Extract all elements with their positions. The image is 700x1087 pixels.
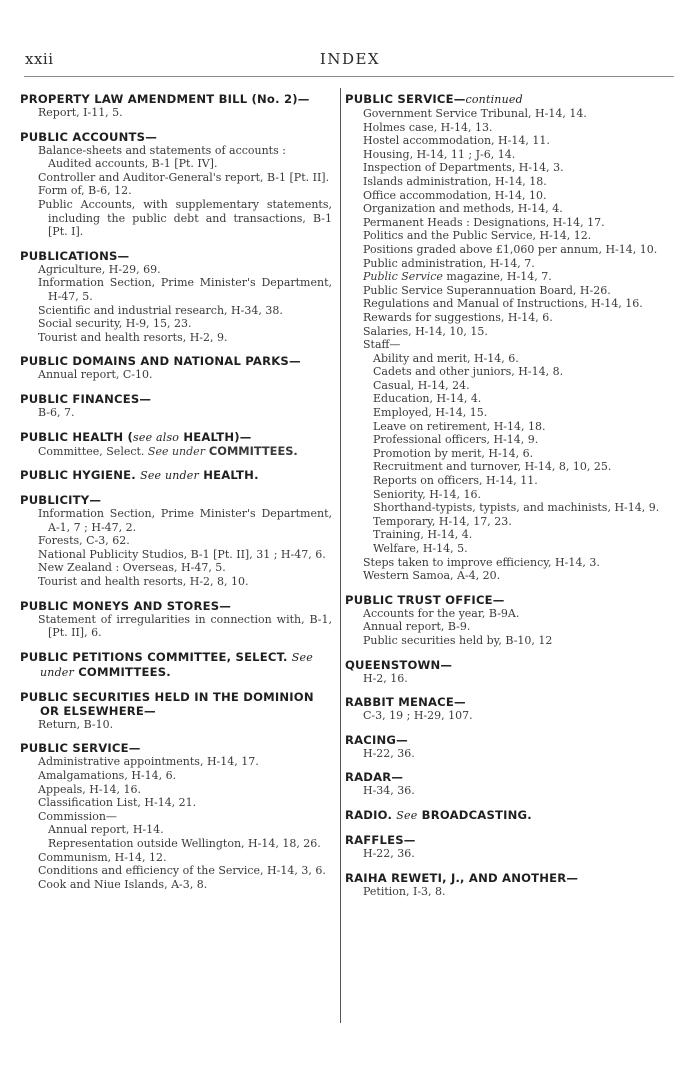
entry-text: RABBIT MENACE— xyxy=(345,695,466,710)
index-subentry xyxy=(20,263,332,277)
entry-text: Seniority, H-14, 16. xyxy=(373,487,482,501)
index-subentry xyxy=(345,672,673,686)
index-subentry xyxy=(20,106,332,120)
index-subentry xyxy=(20,184,332,198)
header-rule xyxy=(24,76,674,77)
index-subentry xyxy=(345,515,673,529)
entry-text: RAIHA REWETI, J., AND ANOTHER— xyxy=(345,870,579,885)
entry-spacer xyxy=(345,823,673,833)
index-heading xyxy=(20,430,332,445)
entry-text: RADIO. xyxy=(345,807,397,822)
index-heading xyxy=(345,770,673,784)
index-subentry xyxy=(345,379,673,393)
entry-spacer xyxy=(20,640,332,650)
entry-text: Employed, H-14, 15. xyxy=(373,406,488,420)
entry-text: Western Samoa, A-4, 20. xyxy=(363,569,501,583)
index-subentry xyxy=(345,542,673,556)
entry-text: Housing, H-14, 11 ; J-6, 14. xyxy=(363,147,516,161)
entry-text: Promotion by merit, H-14, 6. xyxy=(373,446,534,460)
index-heading xyxy=(345,593,673,607)
index-subentry xyxy=(345,885,673,899)
entry-text: Classification List, H-14, 21. xyxy=(38,796,197,810)
index-heading xyxy=(20,650,332,680)
entry-text: RADAR— xyxy=(345,770,404,785)
entry-text: Public securities held by, B-10, 12 xyxy=(363,633,553,647)
index-subentry xyxy=(20,769,332,783)
entry-text: PUBLIC SERVICE— xyxy=(20,741,141,756)
index-heading xyxy=(20,493,332,507)
index-subentry xyxy=(345,257,673,271)
index-subentry xyxy=(20,851,332,865)
index-subentry xyxy=(345,338,673,352)
index-subentry xyxy=(20,534,332,548)
index-subentry xyxy=(20,548,332,562)
entry-text: Return, B-10. xyxy=(38,717,114,731)
entry-text: Recruitment and turnover, H-14, 8, 10, 25. xyxy=(373,460,612,474)
cross-reference-target: HEALTH)— xyxy=(179,429,252,444)
index-heading xyxy=(345,833,673,847)
entry-text: Education, H-14, 4. xyxy=(373,392,482,406)
entry-spacer xyxy=(20,382,332,392)
entry-text: Public administration, H-14, 7. xyxy=(363,256,535,270)
index-subentry xyxy=(345,556,673,570)
cross-reference-label: see also xyxy=(133,430,180,444)
index-subentry xyxy=(20,276,332,303)
entry-text: Reports on officers, H-14, 11. xyxy=(373,474,538,488)
index-heading xyxy=(345,658,673,672)
index-heading xyxy=(20,741,332,755)
index-subentry xyxy=(20,144,332,158)
column-divider xyxy=(340,88,341,1023)
index-subentry xyxy=(345,474,673,488)
entry-italic-text: Public Service xyxy=(363,270,443,284)
cross-reference-target: BROADCASTING. xyxy=(417,807,532,822)
index-subentry xyxy=(345,229,673,243)
entry-text: Conditions and efficiency of the Service, H-14, 3, 6. xyxy=(38,864,326,878)
index-subentry xyxy=(20,878,332,892)
index-subentry xyxy=(345,284,673,298)
index-subentry xyxy=(345,392,673,406)
entry-text: Annual report, H-14. xyxy=(48,823,164,837)
index-subentry xyxy=(345,634,673,648)
index-subentry xyxy=(345,175,673,189)
index-subentry xyxy=(345,270,673,284)
index-heading xyxy=(20,599,332,613)
index-subentry xyxy=(345,709,673,723)
index-subentry xyxy=(345,501,673,515)
cross-reference-target: COMMITTEES. xyxy=(73,664,171,679)
index-heading xyxy=(20,354,332,368)
cross-reference-label: See under xyxy=(40,650,313,679)
entry-text: Staff— xyxy=(363,338,401,352)
entry-text: Salaries, H-14, 10, 15. xyxy=(363,324,488,338)
entry-text: National Publicity Studios, B-1 [Pt. II], 31 ; H-47, 6. xyxy=(38,547,326,561)
cross-reference-label: See under xyxy=(147,444,205,458)
index-subentry xyxy=(20,755,332,769)
entry-text: Welfare, H-14, 5. xyxy=(373,542,468,555)
entry-spacer xyxy=(345,760,673,770)
entry-text: PUBLIC MONEYS AND STORES— xyxy=(20,598,232,613)
entry-text: PUBLIC HYGIENE. xyxy=(20,468,141,483)
index-subentry xyxy=(20,810,332,824)
entry-text: PUBLIC ACCOUNTS— xyxy=(20,129,158,144)
entry-text: Information Section, Prime Minister's Department, A-1, 7 ; H-47, 2. xyxy=(38,507,332,534)
index-heading xyxy=(20,249,332,263)
index-subentry xyxy=(345,406,673,420)
cross-reference-label: See under xyxy=(140,469,199,483)
index-column-left xyxy=(20,92,332,891)
entry-text: RACING— xyxy=(345,732,408,747)
index-subentry xyxy=(20,864,332,878)
index-heading xyxy=(20,690,332,718)
entry-spacer xyxy=(20,731,332,741)
entry-text: Temporary, H-14, 17, 23. xyxy=(373,514,512,528)
entry-text: Communism, H-14, 12. xyxy=(38,850,167,864)
entry-spacer xyxy=(345,685,673,695)
index-subentry xyxy=(20,507,332,534)
entry-text: Tourist and health resorts, H-2, 9. xyxy=(38,330,228,344)
index-subentry xyxy=(20,718,332,732)
entry-spacer xyxy=(345,861,673,871)
entry-text: Report, I-11, 5. xyxy=(38,106,123,119)
entry-text: Ability and merit, H-14, 6. xyxy=(373,351,519,365)
entry-text: PUBLIC TRUST OFFICE— xyxy=(345,592,505,607)
entry-text: PUBLIC FINANCES— xyxy=(20,391,152,406)
entry-spacer xyxy=(20,589,332,599)
entry-spacer xyxy=(20,680,332,690)
entry-text: Organization and methods, H-14, 4. xyxy=(363,202,563,216)
entry-spacer xyxy=(345,798,673,808)
index-subentry xyxy=(20,613,332,640)
index-subentry xyxy=(345,365,673,379)
entry-text: Accounts for the year, B-9A. xyxy=(363,606,520,620)
entry-text: Government Service Tribunal, H-14, 14. xyxy=(363,107,587,120)
index-subentry xyxy=(345,134,673,148)
index-subentry xyxy=(345,447,673,461)
entry-text: Appeals, H-14, 16. xyxy=(38,782,142,796)
entry-text: Form of, B-6, 12. xyxy=(38,184,132,198)
entry-text: Committee, Select. xyxy=(38,444,148,458)
entry-text: Information Section, Prime Minister's Department, H-47, 5. xyxy=(38,276,332,303)
page-number: xxii xyxy=(25,50,54,68)
page-title: INDEX xyxy=(319,50,381,68)
entry-text: Positions graded above £1,060 per annum, H-14, 10. xyxy=(363,242,658,256)
entry-text: Statement of irregularities in connection with, B-1, [Pt. II], 6. xyxy=(38,612,332,640)
entry-text: Shorthand-typists, typists, and machinists, H-14, 9. xyxy=(373,501,660,515)
index-subentry xyxy=(345,161,673,175)
index-subentry xyxy=(345,107,673,121)
entry-spacer xyxy=(345,648,673,658)
entry-spacer xyxy=(20,120,332,130)
entry-text: magazine, H-14, 7. xyxy=(442,270,552,284)
entry-text: Office accommodation, H-14, 10. xyxy=(363,188,547,202)
index-subentry xyxy=(20,445,332,459)
index-subentry xyxy=(20,171,332,185)
index-heading xyxy=(345,733,673,747)
index-subentry xyxy=(345,847,673,861)
index-subentry xyxy=(20,575,332,589)
index-subentry xyxy=(20,406,332,420)
index-subentry xyxy=(20,561,332,575)
entry-text: Annual report, C-10. xyxy=(38,368,153,382)
index-subentry xyxy=(345,460,673,474)
entry-text: QUEENSTOWN— xyxy=(345,657,453,672)
index-subentry xyxy=(345,297,673,311)
entry-text: Controller and Auditor-General's report, B-1 [Pt. II]. xyxy=(38,170,330,184)
index-subentry xyxy=(345,216,673,230)
index-heading xyxy=(345,92,673,107)
index-subentry xyxy=(345,569,673,583)
entry-text: Permanent Heads : Designations, H-14, 17. xyxy=(363,215,605,229)
entry-spacer xyxy=(20,483,332,493)
entry-text: C-3, 19 ; H-29, 107. xyxy=(363,709,473,723)
index-subentry xyxy=(345,148,673,162)
index-subentry xyxy=(345,433,673,447)
entry-text: Casual, H-14, 24. xyxy=(373,378,470,392)
entry-spacer xyxy=(20,420,332,430)
index-subentry xyxy=(345,488,673,502)
entry-text: Social security, H-9, 15, 23. xyxy=(38,317,192,331)
entry-text: H-22, 36. xyxy=(363,746,415,760)
index-subentry xyxy=(345,311,673,325)
index-heading xyxy=(20,92,332,106)
entry-spacer xyxy=(20,239,332,249)
entry-text: New Zealand : Overseas, H-47, 5. xyxy=(38,561,226,575)
entry-text: PROPERTY LAW AMENDMENT BILL (No. 2)— xyxy=(20,92,310,106)
entry-spacer xyxy=(20,458,332,468)
index-subentry xyxy=(20,823,332,837)
entry-text: Petition, I-3, 8. xyxy=(363,884,446,898)
index-subentry xyxy=(345,202,673,216)
index-subentry xyxy=(345,189,673,203)
index-subentry xyxy=(345,420,673,434)
entry-text: H-2, 16. xyxy=(363,671,408,685)
index-heading xyxy=(20,392,332,406)
entry-text: Steps taken to improve efficiency, H-14, 3. xyxy=(363,555,600,569)
index-subentry xyxy=(20,796,332,810)
entry-text: PUBLIC SECURITIES HELD IN THE DOMINION OR ELSEWHERE— xyxy=(20,689,314,718)
index-heading xyxy=(20,468,332,483)
index-subentry xyxy=(345,243,673,257)
entry-text: PUBLICATIONS— xyxy=(20,248,130,263)
index-subentry xyxy=(20,331,332,345)
entry-text: Tourist and health resorts, H-2, 8, 10. xyxy=(38,575,249,589)
index-subentry xyxy=(345,352,673,366)
entry-text: Representation outside Wellington, H-14, 18, 26. xyxy=(48,837,321,850)
entry-text: Administrative appointments, H-14, 17. xyxy=(38,755,259,769)
entry-text: Forests, C-3, 62. xyxy=(38,534,130,548)
entry-spacer xyxy=(345,583,673,593)
entry-text: Scientific and industrial research, H-34, 38. xyxy=(38,303,283,317)
entry-text: PUBLIC HEALTH ( xyxy=(20,429,134,444)
entry-text: PUBLIC PETITIONS COMMITTEE, SELECT. xyxy=(20,649,292,664)
index-heading xyxy=(20,130,332,144)
index-subentry xyxy=(345,620,673,634)
index-subentry xyxy=(345,784,673,798)
entry-text: B-6, 7. xyxy=(38,405,75,419)
entry-text: Agriculture, H-29, 69. xyxy=(38,262,161,276)
entry-text: PUBLIC SERVICE— xyxy=(345,92,466,106)
index-heading xyxy=(345,871,673,885)
index-subentry xyxy=(20,198,332,239)
index-heading xyxy=(345,808,673,823)
entry-text: Professional officers, H-14, 9. xyxy=(373,433,539,447)
entry-text: Balance-sheets and statements of accounts : xyxy=(38,143,286,157)
entry-text: Public Accounts, with supplementary statements, including the public debt and transactions, B-1 [Pt. I]. xyxy=(38,197,332,239)
entry-text: Commission— xyxy=(38,809,117,823)
index-subentry xyxy=(20,304,332,318)
entry-text: RAFFLES— xyxy=(345,832,416,847)
index-subentry xyxy=(345,607,673,621)
index-heading xyxy=(345,695,673,709)
entry-text: H-22, 36. xyxy=(363,846,415,860)
cross-reference-label: See xyxy=(396,808,418,822)
cross-reference-target: COMMITTEES. xyxy=(204,443,298,458)
index-subentry xyxy=(20,157,332,171)
continued-label: continued xyxy=(465,93,523,106)
page-header xyxy=(25,50,675,70)
entry-text: Hostel accommodation, H-14, 11. xyxy=(363,134,550,148)
entry-text: Public Service Superannuation Board, H-26. xyxy=(363,283,611,297)
index-subentry xyxy=(345,747,673,761)
entry-text: Politics and the Public Service, H-14, 12. xyxy=(363,229,592,243)
entry-text: Regulations and Manual of Instructions, H-14, 16. xyxy=(363,297,643,311)
cross-reference-target: HEALTH. xyxy=(198,468,259,483)
index-subentry xyxy=(345,325,673,339)
entry-spacer xyxy=(20,344,332,354)
index-subentry xyxy=(345,121,673,135)
index-subentry xyxy=(20,368,332,382)
index-subentry xyxy=(20,783,332,797)
entry-text: Inspection of Departments, H-14, 3. xyxy=(363,161,564,175)
index-subentry xyxy=(20,837,332,851)
entry-spacer xyxy=(345,723,673,733)
entry-text: H-34, 36. xyxy=(363,784,415,798)
index-subentry xyxy=(20,317,332,331)
entry-text: PUBLICITY— xyxy=(20,493,102,508)
entry-text: Training, H-14, 4. xyxy=(373,528,473,542)
entry-text: Leave on retirement, H-14, 18. xyxy=(373,419,546,433)
entry-text: Cadets and other juniors, H-14, 8. xyxy=(373,365,564,379)
entry-text: PUBLIC DOMAINS AND NATIONAL PARKS— xyxy=(20,354,301,369)
entry-text: Islands administration, H-14, 18. xyxy=(363,174,547,188)
index-column-right xyxy=(345,92,673,898)
index-subentry xyxy=(345,528,673,542)
entry-text: Audited accounts, B-1 [Pt. IV]. xyxy=(48,157,218,171)
entry-text: Annual report, B-9. xyxy=(363,620,471,634)
entry-text: Amalgamations, H-14, 6. xyxy=(38,769,177,783)
entry-text: Rewards for suggestions, H-14, 6. xyxy=(363,310,553,324)
entry-text: Holmes case, H-14, 13. xyxy=(363,120,493,134)
entry-text: Cook and Niue Islands, A-3, 8. xyxy=(38,877,208,891)
